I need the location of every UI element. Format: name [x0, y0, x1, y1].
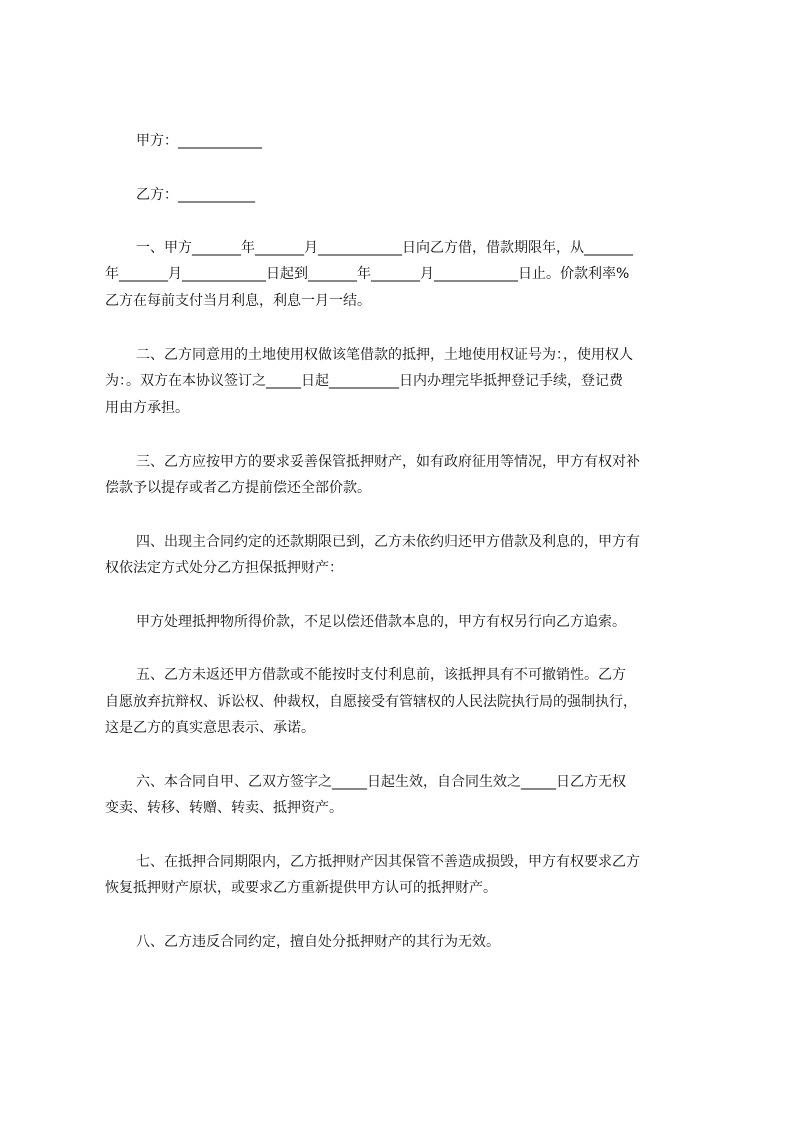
clause-5-line: 五、乙方未返还甲方借款或不能按时支付利息前，该抵押具有不可撤销性。乙方: [136, 667, 626, 683]
clause-3-line: 三、乙方应按甲方的要求妥善保管抵押财产，如有政府征用等情况，甲方有权对补: [136, 454, 640, 470]
clause-8: 八、乙方违反合同约定，擅自处分抵押财产的其行为无效。: [136, 934, 500, 950]
clause-1-line: 乙方在每前支付当月利息，利息一月一结。: [105, 293, 371, 309]
clause-1-line: 一、甲方_______年_______月____________日向乙方借，借款期限年，从_______: [136, 240, 633, 256]
clause-3-line: 偿款予以提存或者乙方提前偿还全部价款。: [105, 480, 371, 496]
clause-4-sub-paragraph: 甲方处理抵押物所得价款，不足以偿还借款本息的，甲方有权另行向乙方追索。: [136, 614, 626, 630]
clause-1-line: 年_______月____________日起到_______年_______月____________日止。价款利率%: [105, 266, 630, 282]
clause-6-line: 变卖、转移、转赠、转卖、抵押资产。: [105, 800, 343, 816]
clause-2-line: 二、乙方同意用的土地使用权做该笔借款的抵押，土地使用权证号为：，使用权人: [136, 347, 633, 363]
clause-5-line: 自愿放弃抗辩权、诉讼权、仲裁权，自愿接受有管辖权的人民法院执行局的强制执行，: [105, 694, 637, 710]
clause-2-line: 用由方承担。: [105, 400, 189, 416]
clause-7-line: 恢复抵押财产原状，或要求乙方重新提供甲方认可的抵押财产。: [105, 880, 497, 896]
clause-4-line: 四、出现主合同约定的还款期限已到，乙方未依约归还甲方借款及利息的，甲方有: [136, 534, 640, 550]
clause-2-line: 为：。双方在本协议签订之_____日起__________日内办理完毕抵押登记手续，登记费: [105, 373, 623, 389]
party-a-line: 甲方：____________: [136, 133, 262, 149]
clause-5-line: 这是乙方的真实意思表示、承诺。: [105, 720, 315, 736]
party-b-line: 乙方：___________: [136, 187, 255, 203]
clause-7-line: 七、在抵押合同期限内，乙方抵押财产因其保管不善造成损毁，甲方有权要求乙方: [136, 854, 640, 870]
clause-6-line: 六、本合同自甲、乙双方签字之_____日起生效，自合同生效之_____日乙方无权: [136, 774, 626, 790]
clause-4-line: 权依法定方式处分乙方担保抵押财产：: [105, 560, 343, 576]
